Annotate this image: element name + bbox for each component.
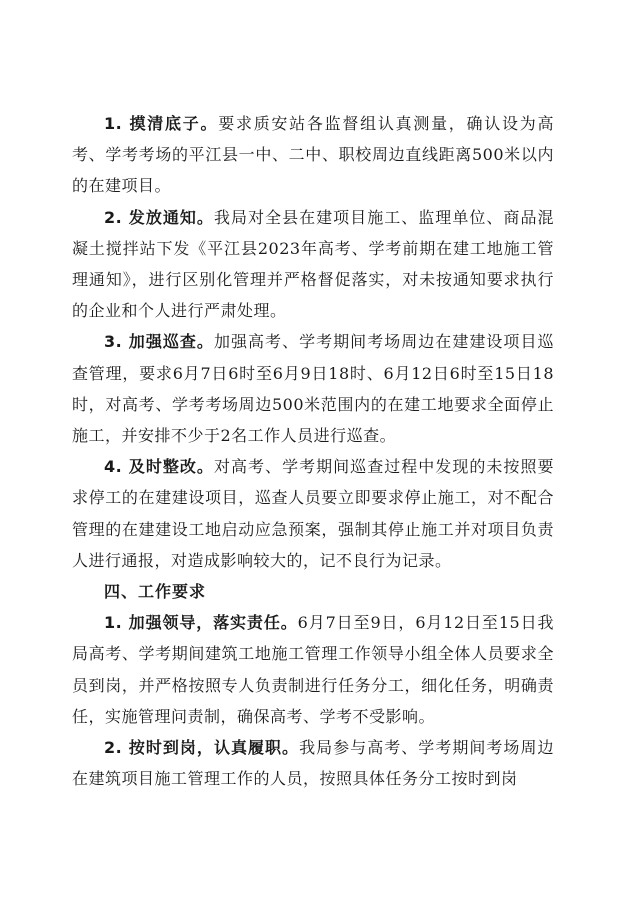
paragraph-lead: 1. 加强领导，落实责任。: [104, 613, 298, 633]
paragraph-body: 对高考、学考期间巡查过程中发现的未按照要求停工的在建建设项目，巡查人员要立即要求停止施工，对不配合管理的在建建设工地启动应急预案，强制其停止施工并对项目负责人进行通报，对造成影响较大的，记不良行为记录。: [72, 457, 554, 570]
paragraph-body: 我局对全县在建项目施工、监理单位、商品混凝土搅拌站下发《平江县2023年高考、学考前期在建工地施工管理通知》，进行区别化管理并严格督促落实，对未按通知要求执行的企业和个人进行严肃处理。: [72, 207, 554, 321]
paragraph-lead: 4. 及时整改。: [104, 457, 214, 477]
paragraph-body: 加强高考、学考期间考场周边在建建设项目巡查管理，要求6月7日6时至6月9日18时、6月12日6时至15日18时，对高考、学考考场周边500米范围内的在建工地要求全面停止施工，并安排不少于2名工作人员进行巡查。: [72, 332, 554, 446]
paragraph-rectification: [72, 451, 554, 576]
paragraph-leadership: [72, 607, 554, 732]
paragraph-body: 我局参与高考、学考期间考场周边在建筑项目施工管理工作的人员，按照具体任务分工按时到岗: [72, 738, 554, 789]
paragraph-body: 要求质安站各监督组认真测量，确认设为高考、学考考场的平江县一中、二中、职校周边直线距离500米以内的在建项目。: [72, 114, 554, 196]
paragraph-duty: [72, 732, 554, 794]
paragraph-survey: [72, 108, 554, 202]
section-heading: 四、工作要求: [104, 582, 207, 602]
paragraph-lead: 1. 摸清底子。: [104, 114, 219, 133]
document-page: [72, 108, 554, 794]
paragraph-lead: 2. 发放通知。: [104, 207, 214, 227]
paragraph-lead: 3. 加强巡查。: [104, 332, 214, 352]
paragraph-notice: [72, 202, 554, 327]
paragraph-inspection: [72, 326, 554, 451]
paragraph-lead: 2. 按时到岗，认真履职。: [104, 738, 300, 758]
paragraph-body: 6月7日至9日，6月12日至15日我局高考、学考期间建筑工地施工管理工作领导小组全体人员要求全员到岗，并严格按照专人负责制进行任务分工，细化任务，明确责任，实施管理问责制，确保高考、学考不受影响。: [72, 613, 554, 726]
